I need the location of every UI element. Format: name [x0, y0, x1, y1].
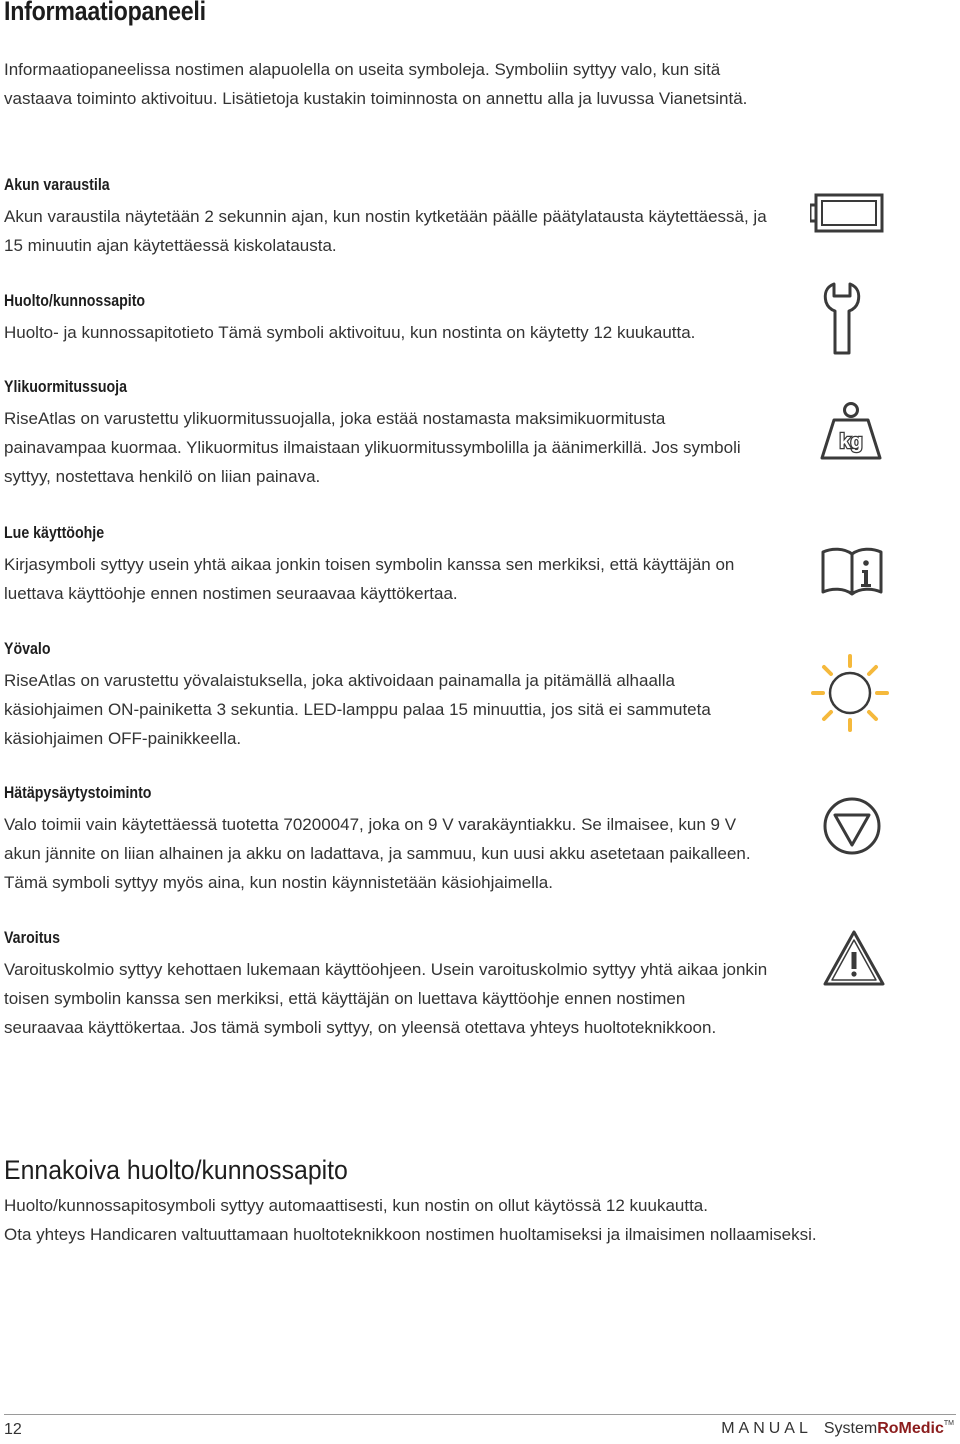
predictive-line-1: Huolto/kunnossapitosymboli syttyy automaattisesti, kun nostin on ollut käytössä 12 kuukautta.	[4, 1196, 708, 1215]
emergency-stop-icon	[822, 796, 882, 856]
page-title: Informaatiopaneeli	[4, 0, 206, 26]
section-heading: Akun varaustila	[4, 176, 110, 194]
intro-paragraph: Informaatiopaneelissa nostimen alapuolella on useita symboleja. Symboliin syttyy valo, kun sitä vastaava toiminto aktivoituu. Lisätietoja kustakin toiminnosta on annettu alla ja luvussa Vianetsintä.	[4, 60, 748, 108]
footer-divider	[4, 1414, 956, 1415]
warning-triangle-icon	[822, 928, 886, 988]
section-text: Kirjasymboli syttyy usein yhtä aikaa jonkin toisen symbolin kanssa sen merkiksi, että käyttäjän on luettava käyttöohje ennen nostimen seuraavaa käyttökertaa.	[4, 555, 735, 603]
section-heading: Ylikuormitussuoja	[4, 378, 128, 396]
wrench-icon	[822, 282, 862, 356]
battery-icon	[810, 192, 886, 234]
section-text: RiseAtlas on varustettu ylikuormitussuojalla, joka estää nostamasta maksimikuormitusta painavampaa kuormaa. Ylikuormitus ilmaistaan ylikuormitussymbolilla ja äänimerkillä. Jos symboli syttyy, nostettava henkilö on liian painava.	[4, 409, 741, 486]
kg-label: kg	[839, 431, 863, 453]
section-read-manual	[4, 523, 769, 608]
predictive-line-2: Ota yhteys Handicaren valtuuttamaan huoltoteknikkoon nostimen huoltamiseksi ja ilmaisimen nollaamiseksi.	[4, 1225, 817, 1244]
page-number: 12	[4, 1421, 22, 1438]
predictive-text	[4, 1191, 924, 1249]
section-night-light	[4, 639, 769, 753]
section-heading: Varoitus	[4, 929, 60, 947]
section-text: Huolto- ja kunnossapitotieto Tämä symboli aktivoituu, kun nostinta on käytetty 12 kuukautta.	[4, 323, 696, 342]
manual-label: MANUAL	[721, 1420, 812, 1437]
section-text: Varoituskolmio syttyy kehottaen lukemaan käyttöohjeen. Usein varoituskolmio syttyy yhtä aikaa jonkin toisen symbolin kanssa sen merkiksi, että käyttäjän on luettava käyttöohje ennen nostimen seuraavaa käyttökertaa. Jos tämä symboli syttyy, on yleensä otettava yhteys huoltoteknikkoon.	[4, 960, 768, 1037]
section-text: Valo toimii vain käytettäessä tuotetta 70200047, joka on 9 V varakäyntiakku. Se ilmaisee, kun 9 V akun jännite on liian alhainen ja akku on ladattava, ja sammuu, kun uusi akku asetetaan paikalleen. Tämä symboli syttyy myös aina, kun nostin käynnistetään käsiohjaimella.	[4, 815, 751, 892]
section-heading: Hätäpysäytystoiminto	[4, 784, 152, 802]
trademark: TM	[943, 1420, 954, 1427]
predictive-title: Ennakoiva huolto/kunnossapito	[4, 1155, 348, 1185]
brand-system: System	[823, 1420, 878, 1437]
section-maintenance	[4, 291, 769, 347]
section-warning	[4, 928, 769, 1042]
night-light-icon	[810, 653, 890, 733]
section-battery	[4, 175, 769, 260]
section-heading: Yövalo	[4, 640, 51, 658]
section-emergency-stop	[4, 783, 769, 897]
section-text: RiseAtlas on varustettu yövalaistuksella, joka aktivoidaan painamalla ja pitämällä alhaalla käsiohjaimen ON-painiketta 3 sekuntia. LED-lamppu palaa 15 minuuttia, jos sitä ei sammuteta käsiohjaimen OFF-painikkeella.	[4, 671, 711, 748]
manual-book-icon	[820, 546, 884, 596]
section-heading: Huolto/kunnossapito	[4, 292, 146, 310]
section-text: Akun varaustila näytetään 2 sekunnin ajan, kun nostin kytketään päälle päätylatausta käytettäessä, ja 15 minuutin ajan käytettäessä kiskolatausta.	[4, 207, 767, 255]
weight-kg-icon	[818, 400, 884, 462]
brand-romedic: RoMedic	[877, 1420, 944, 1437]
section-overload	[4, 377, 769, 491]
section-heading: Lue käyttöohje	[4, 524, 105, 542]
footer-brand	[721, 1420, 954, 1438]
